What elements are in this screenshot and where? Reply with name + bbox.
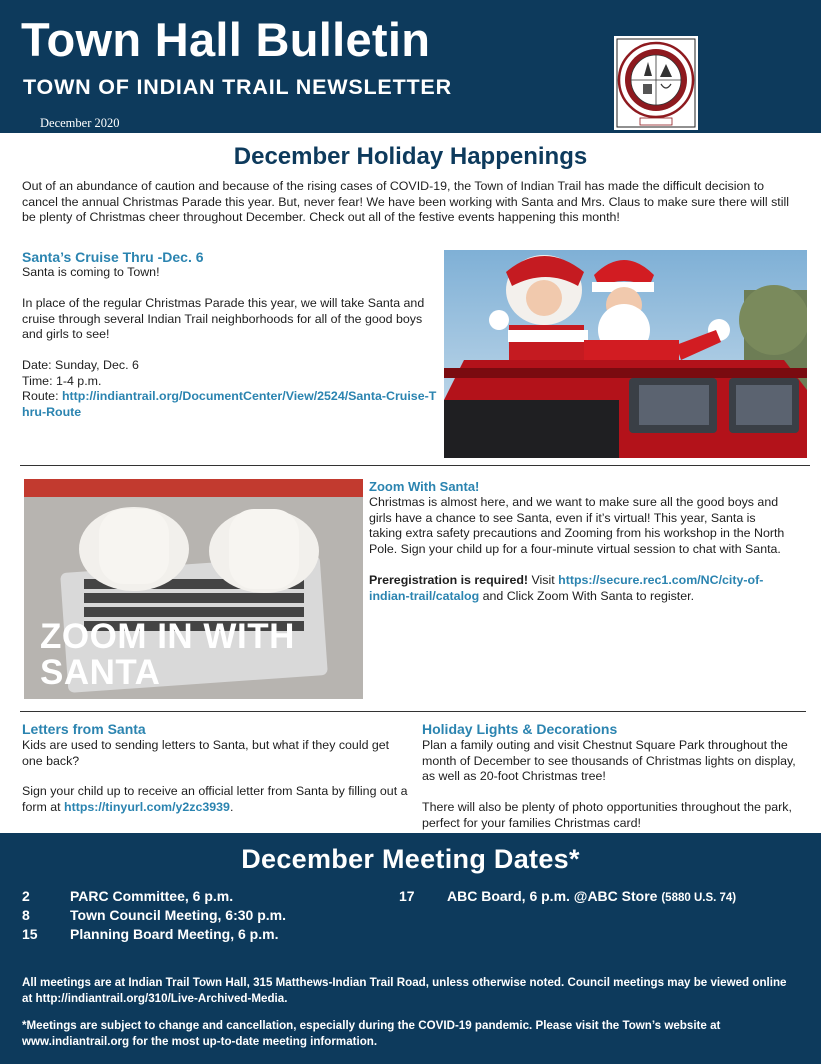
meeting-dates-section [0, 833, 821, 1064]
prereg-after: and Click Zoom With Santa to register. [479, 588, 695, 603]
letters-period: . [229, 799, 234, 814]
cruise-route [22, 389, 440, 420]
meeting-day: 2 [22, 888, 30, 904]
zoom-image-caption [40, 619, 295, 691]
section-divider-2 [20, 711, 806, 712]
cruise-title: Santa’s Cruise Thru -Dec. 6 [22, 249, 204, 265]
meeting-day: 17 [399, 888, 415, 904]
letters-paragraph-1: Kids are used to sending letters to Santa, but what if they could get one back? [22, 738, 390, 768]
meeting-name [447, 889, 736, 905]
prereg-text: Visit [528, 573, 559, 587]
zoom-title: Zoom With Santa! [369, 479, 480, 494]
section-divider [20, 465, 810, 466]
route-label: Route: [22, 389, 59, 403]
lights-paragraph-1: Plan a family outing and visit Chestnut Square Park throughout the month of December to see thousands of Christmas lights on display, as well as 20-foot Christmas tree! [422, 738, 796, 783]
meeting-name: PARC Committee, 6 p.m. [70, 888, 234, 904]
zoom-in-with-santa-image [24, 479, 363, 699]
lights-title: Holiday Lights & Decorations [422, 721, 618, 737]
abc-board-meeting: ABC Board, 6 p.m. @ABC Store [447, 888, 658, 904]
holiday-heading: December Holiday Happenings [233, 143, 588, 170]
santa-photo-icon [444, 250, 807, 458]
prereg-bold: Preregistration is required! [369, 573, 529, 587]
issue-date: December 2020 [40, 116, 120, 130]
santa-parade-photo [444, 250, 807, 458]
letters-paragraph-2 [22, 784, 412, 815]
newsletter-subtitle: TOWN OF INDIAN TRAIL NEWSLETTER [23, 75, 452, 99]
masthead [0, 0, 821, 133]
meeting-name: Town Council Meeting, 6:30 p.m. [70, 907, 286, 923]
rec1-catalog-link[interactable]: https://secure.rec1.com/NC/city-of-indian-trail/catalog [369, 573, 764, 603]
meetings-location-note: All meetings are at Indian Trail Town Hall, 315 Matthews-Indian Trail Road, unless otherwise noted. Council meetings may be viewed online at http://indiantrail.org/310/Live-Archived-Media. [22, 976, 787, 1005]
tinyurl-link[interactable]: https://tinyurl.com/y2zc3939 [64, 799, 230, 814]
meetings-heading: December Meeting Dates* [241, 844, 580, 874]
zoom-image-caption-line2: SANTA [40, 653, 161, 692]
letters-text: Sign your child up to receive an official letter from Santa by filling out a form at [22, 784, 408, 814]
meeting-day: 8 [22, 907, 30, 923]
letters-title: Letters from Santa [22, 721, 146, 737]
zoom-image-caption-line1: ZOOM IN WITH [40, 617, 295, 656]
lights-paragraph-2: There will also be plenty of photo opportunities throughout the park, perfect for your families Christmas card! [422, 800, 792, 830]
town-seal-logo [614, 36, 698, 130]
cruise-paragraph: In place of the regular Christmas Parade this year, we will take Santa and cruise through several Indian Trail neighborhoods for all of the good boys and girls to see! [22, 296, 425, 341]
cruise-time: Time: 1-4 p.m. [22, 374, 102, 388]
route-link[interactable]: http://indiantrail.org/DocumentCenter/View/2524/Santa-Cruise-Thru-Route [22, 389, 437, 419]
meeting-name: Planning Board Meeting, 6 p.m. [70, 926, 279, 942]
cruise-intro: Santa is coming to Town! [22, 265, 160, 279]
intro-paragraph: Out of an abundance of caution and because of the rising cases of COVID-19, the Town of Indian Trail has made the difficult decision to cancel the annual Christmas Parade this year. But, never fear! We have been working with Santa and Mrs. Claus to make sure there will still be plenty of Christmas cheer throughout December. Check out all of the festive events happening this month! [22, 179, 789, 224]
zoom-paragraph: Christmas is almost here, and we want to make sure all the good boys and girls have a chance to see Santa, even if it’s virtual! This year, Santa is taking extra safety precautions and Zooming from his workshop in the North Pole. Sign your child up for a four-minute virtual session to chat with Santa. [369, 495, 785, 556]
newsletter-title: Town Hall Bulletin [21, 13, 431, 66]
cruise-date: Date: Sunday, Dec. 6 [22, 358, 139, 372]
zoom-prereg [369, 573, 787, 604]
abc-store-address: (5880 U.S. 74) [661, 892, 737, 904]
meeting-day: 15 [22, 926, 38, 942]
meetings-disclaimer: *Meetings are subject to change and cancellation, especially during the COVID-19 pandemic. Please visit the Town’s website at www.indiantrail.org for the most up-to-date meeting information. [22, 1019, 721, 1048]
